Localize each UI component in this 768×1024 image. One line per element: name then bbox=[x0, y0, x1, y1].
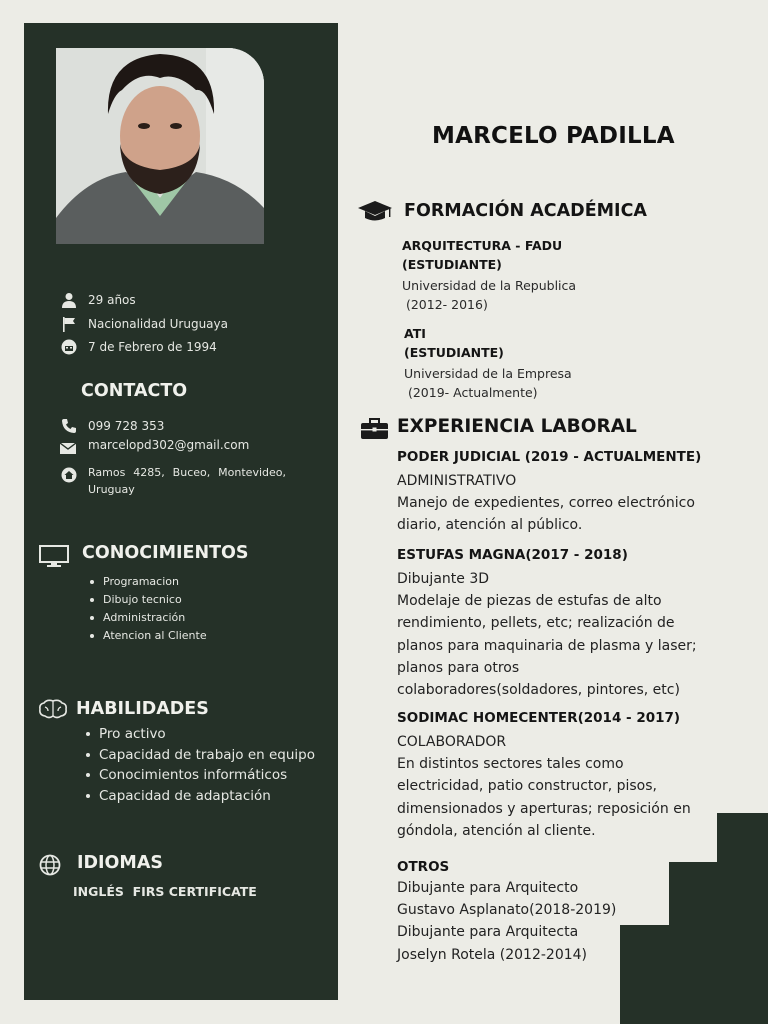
job-role: COLABORADOR bbox=[397, 734, 507, 750]
education-title: ATI bbox=[404, 326, 426, 341]
other-line: Joselyn Rotela (2012-2014) bbox=[397, 946, 588, 963]
home-icon bbox=[61, 467, 77, 483]
list-item: Programacion bbox=[89, 573, 207, 591]
list-item: Conocimientos informáticos bbox=[85, 765, 315, 786]
other-line: Dibujante para Arquitecta bbox=[397, 924, 579, 941]
job-entry bbox=[397, 547, 697, 701]
knowledge-heading: CONOCIMIENTOS bbox=[82, 543, 249, 563]
job-company: PODER JUDICIAL (2019 - ACTUALMENTE) bbox=[397, 449, 702, 465]
globe-icon bbox=[39, 854, 61, 876]
education-period: (2019- Actualmente) bbox=[404, 385, 538, 400]
education-institution: Universidad de la Republica bbox=[402, 278, 577, 293]
age-text: 29 años bbox=[88, 293, 136, 307]
flag-icon bbox=[61, 316, 77, 332]
profile-photo bbox=[56, 48, 264, 244]
list-item: Capacidad de adaptación bbox=[85, 786, 315, 807]
job-company: SODIMAC HOMECENTER(2014 - 2017) bbox=[397, 710, 681, 726]
briefcase-icon bbox=[360, 418, 389, 440]
education-status: (ESTUDIANTE) bbox=[402, 257, 502, 272]
birthdate-text: 7 de Febrero de 1994 bbox=[88, 340, 217, 354]
list-item: Capacidad de trabajo en equipo bbox=[85, 745, 315, 766]
job-entry bbox=[397, 449, 717, 537]
skills-heading: HABILIDADES bbox=[76, 699, 209, 719]
skills-list bbox=[85, 724, 315, 806]
education-entry bbox=[404, 324, 654, 402]
monitor-icon bbox=[39, 545, 69, 567]
job-company: ESTUFAS MAGNA(2017 - 2018) bbox=[397, 547, 628, 563]
job-entry bbox=[397, 710, 702, 842]
job-role: ADMINISTRATIVO bbox=[397, 473, 517, 489]
email-link[interactable]: marcelopd302@gmail.com bbox=[88, 438, 250, 452]
graduation-cap-icon bbox=[357, 199, 393, 225]
other-line: Dibujante para Arquitecto bbox=[397, 880, 579, 896]
job-description: Manejo de expedientes, correo electrónico diario, atención al público. bbox=[397, 495, 695, 534]
brain-icon bbox=[39, 699, 67, 719]
list-item: Dibujo tecnico bbox=[89, 591, 207, 609]
calendar-icon bbox=[61, 339, 77, 355]
phone-text[interactable]: 099 728 353 bbox=[88, 419, 165, 433]
other-heading: OTROS bbox=[397, 859, 450, 875]
education-title: ARQUITECTURA - FADU bbox=[402, 238, 563, 253]
nationality-text: Nacionalidad Uruguaya bbox=[88, 317, 228, 331]
phone-icon bbox=[61, 418, 77, 434]
education-entry bbox=[402, 236, 652, 314]
job-description: En distintos sectores tales como electricidad, patio constructor, pisos, dimensionados y aperturas; reposición en góndola, atención al cliente. bbox=[397, 756, 691, 839]
education-status: (ESTUDIANTE) bbox=[404, 345, 504, 360]
education-heading: FORMACIÓN ACADÉMICA bbox=[404, 201, 647, 221]
language-item: INGLÉS FIRS CERTIFICATE bbox=[73, 884, 257, 899]
mail-icon bbox=[60, 440, 76, 456]
person-icon bbox=[61, 292, 77, 308]
candidate-name: MARCELO PADILLA bbox=[432, 123, 675, 149]
languages-heading: IDIOMAS bbox=[77, 853, 163, 873]
list-item: Atencion al Cliente bbox=[89, 627, 207, 645]
contact-heading: CONTACTO bbox=[81, 381, 188, 401]
job-description: Modelaje de piezas de estufas de alto rendimiento, pellets, etc; realización de planos para maquinaria de plasma y laser; planos para otros colaboradores(soldadores, pintores, etc) bbox=[397, 593, 697, 699]
experience-heading: EXPERIENCIA LABORAL bbox=[397, 416, 637, 437]
address-text: Ramos 4285, Buceo, Montevideo, Uruguay bbox=[88, 466, 286, 496]
other-line: Gustavo Asplanato(2018-2019) bbox=[397, 902, 617, 919]
other-section bbox=[397, 858, 657, 966]
list-item: Administración bbox=[89, 609, 207, 627]
education-institution: Universidad de la Empresa bbox=[404, 366, 572, 381]
education-period: (2012- 2016) bbox=[402, 297, 488, 312]
list-item: Pro activo bbox=[85, 724, 315, 745]
job-role: Dibujante 3D bbox=[397, 571, 490, 587]
knowledge-list bbox=[89, 573, 207, 645]
